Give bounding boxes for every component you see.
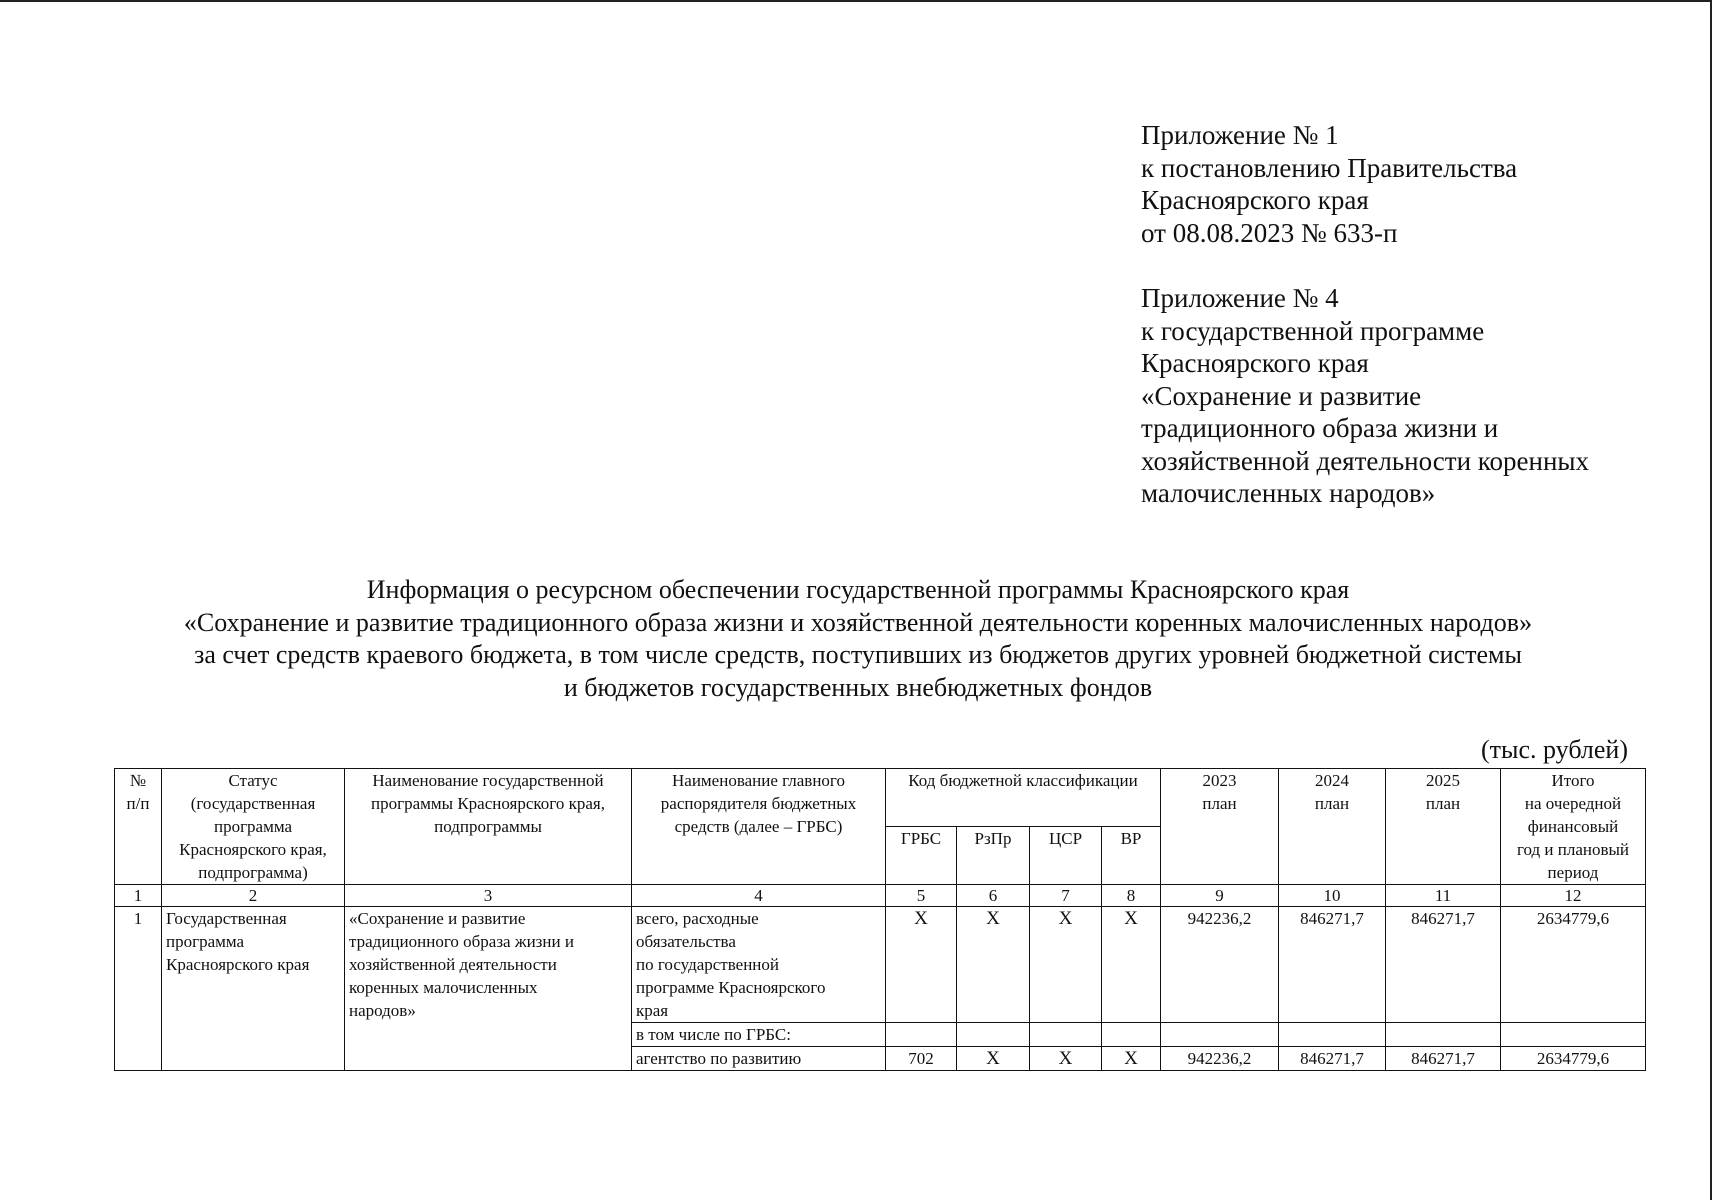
column-number: 5 [886, 885, 957, 907]
column-number: 2 [162, 885, 345, 907]
column-number: 12 [1501, 885, 1646, 907]
header-row [115, 769, 1646, 827]
appendix-1-line: от 08.08.2023 № 633-п [1141, 217, 1398, 248]
csr-cell: X [1030, 1047, 1102, 1071]
title-line: Информация о ресурсном обеспечении государственной программы Красноярского края [366, 575, 1350, 604]
grbs-name-cell: агентство по развитию [632, 1047, 886, 1071]
row-status-line: Красноярского края [166, 955, 310, 974]
header-program-line: подпрограммы [434, 817, 542, 836]
column-number: 11 [1386, 885, 1501, 907]
rzpr-cell: X [957, 907, 1030, 1023]
column-number: 7 [1030, 885, 1102, 907]
header-year: 2025 [1426, 771, 1460, 790]
appendix-1-heading [1141, 119, 1517, 249]
header-vr: ВР [1102, 827, 1161, 885]
header-total-line: на очередной [1524, 794, 1622, 813]
value-2025: 846271,7 [1386, 1047, 1501, 1071]
appendix-4-line: Красноярского края [1141, 348, 1369, 378]
column-number: 8 [1102, 885, 1161, 907]
title-line: и бюджетов государственных внебюджетных фондов [563, 672, 1153, 702]
header-total-line: год и плановый [1516, 840, 1630, 859]
grbs-name-cell: в том числе по ГРБС: [632, 1023, 886, 1047]
value-2024: 846271,7 [1279, 1047, 1386, 1071]
grbs-name-line: края [636, 1001, 669, 1020]
appendix-4-line: традиционного образа жизни и [1141, 413, 1499, 443]
header-status-line: Красноярского края, [179, 840, 327, 859]
grbs-name-line: обязательства [636, 932, 736, 951]
header-grbs-line: распорядителя бюджетных [660, 794, 857, 813]
header-status-line: программа [213, 817, 293, 836]
header-program-line: программы Красноярского края, [371, 794, 605, 813]
empty-cell [1161, 1023, 1279, 1047]
csr-cell: X [1030, 907, 1102, 1023]
header-grbs-line: Наименование главного [672, 771, 845, 790]
grbs-name-line: программе Красноярского [636, 978, 826, 997]
vr-cell: X [1102, 907, 1161, 1023]
header-year: 2024 [1315, 771, 1349, 790]
grbs-name-line: по государственной [636, 955, 780, 974]
header-status-line: (государственная [190, 794, 316, 813]
value-total: 2634779,6 [1501, 1047, 1646, 1071]
row-program-line: «Сохранение и развитие [349, 909, 526, 928]
column-numbers-row [115, 885, 1646, 907]
value-total: 2634779,6 [1501, 907, 1646, 1023]
row-program-line: традиционного образа жизни и [349, 932, 574, 951]
grbs-name-line: всего, расходные [636, 909, 759, 928]
value-2024: 846271,7 [1279, 907, 1386, 1023]
appendix-1-line: Приложение № 1 [1141, 120, 1339, 150]
header-program-name [345, 769, 632, 885]
column-number: 6 [957, 885, 1030, 907]
empty-cell [1279, 1023, 1386, 1047]
appendix-4-line: хозяйственной деятельности коренных [1141, 445, 1590, 476]
row-status [162, 907, 345, 1071]
empty-cell [1501, 1023, 1646, 1047]
header-status-line: подпрограмма) [198, 863, 308, 882]
header-2024 [1279, 769, 1386, 885]
column-number: 4 [632, 885, 886, 907]
header-code-group: Код бюджетной классификации [886, 769, 1161, 827]
empty-cell [1030, 1023, 1102, 1047]
column-number: 10 [1279, 885, 1386, 907]
row-program-line: коренных малочисленных [349, 978, 538, 997]
appendix-4-heading [1141, 282, 1589, 510]
column-number: 9 [1161, 885, 1279, 907]
header-total-line: финансовый [1527, 817, 1619, 836]
header-num [115, 769, 162, 885]
appendix-4-line: малочисленных народов» [1141, 478, 1436, 508]
grbs-code-cell: 702 [886, 1047, 957, 1071]
header-grbs: ГРБС [886, 827, 957, 885]
value-2025: 846271,7 [1386, 907, 1501, 1023]
header-grbs-line: средств (далее – ГРБС) [674, 817, 843, 836]
value-2023: 942236,2 [1161, 907, 1279, 1023]
header-total [1501, 769, 1646, 885]
page-border-top [0, 0, 1712, 2]
title-line: «Сохранение и развитие традиционного образа жизни и хозяйственной деятельности коренных малочисленных народов» [183, 607, 1533, 637]
row-num: 1 [115, 907, 162, 1071]
appendix-4-line: Приложение № 4 [1141, 283, 1339, 313]
header-total-line: период [1547, 863, 1599, 882]
row-program-name [345, 907, 632, 1071]
units-label: (тыс. рублей) [1480, 735, 1628, 764]
document-title [100, 574, 1616, 704]
vr-cell: X [1102, 1047, 1161, 1071]
empty-cell [957, 1023, 1030, 1047]
empty-cell [886, 1023, 957, 1047]
empty-cell [1386, 1023, 1501, 1047]
row-status-line: программа [166, 932, 245, 951]
header-rzpr: РзПр [957, 827, 1030, 885]
header-csr: ЦСР [1030, 827, 1102, 885]
rzpr-cell: X [957, 1047, 1030, 1071]
header-status [162, 769, 345, 885]
header-plan: план [1425, 794, 1461, 813]
header-grbs-name [632, 769, 886, 885]
header-2023 [1161, 769, 1279, 885]
header-total-line: Итого [1551, 771, 1595, 790]
appendix-4-line: к государственной программе [1141, 315, 1485, 346]
title-line: за счет средств краевого бюджета, в том числе средств, поступивших из бюджетов других уровней бюджетной системы [194, 640, 1522, 669]
row-program-line: народов» [349, 1001, 416, 1020]
header-num-line: № [129, 771, 147, 790]
header-program-line: Наименование государственной [372, 771, 604, 790]
grbs-code-cell: X [886, 907, 957, 1023]
header-status-line: Статус [228, 771, 278, 790]
empty-cell [1102, 1023, 1161, 1047]
header-year: 2023 [1202, 771, 1237, 790]
header-num-line: п/п [126, 794, 150, 813]
table-row [115, 907, 1646, 1023]
value-2023: 942236,2 [1161, 1047, 1279, 1071]
header-plan: план [1202, 794, 1237, 813]
grbs-name-cell [632, 907, 886, 1023]
row-program-line: хозяйственной деятельности [349, 955, 557, 974]
row-status-line: Государственная [166, 909, 287, 928]
column-number: 1 [115, 885, 162, 907]
resource-table [114, 768, 1646, 1071]
column-number: 3 [345, 885, 632, 907]
appendix-1-line: к постановлению Правительства [1141, 152, 1518, 183]
header-2025 [1386, 769, 1501, 885]
header-plan: план [1314, 794, 1350, 813]
appendix-4-line: «Сохранение и развитие [1141, 380, 1422, 411]
appendix-1-line: Красноярского края [1141, 185, 1369, 215]
